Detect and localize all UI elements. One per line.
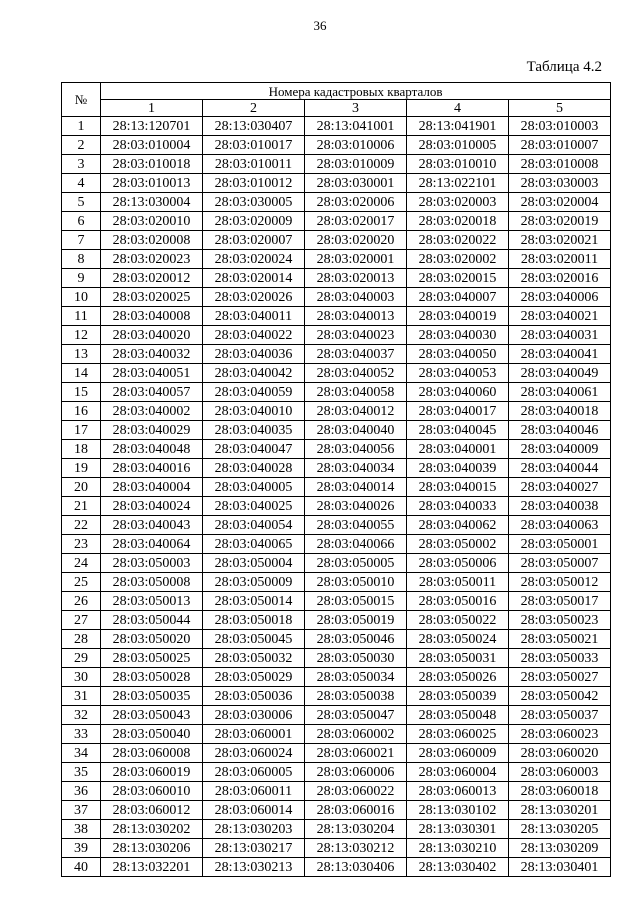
cadastral-number-cell: 28:03:040042	[203, 364, 305, 383]
cadastral-number-cell: 28:03:040023	[305, 326, 407, 345]
cadastral-number-cell: 28:03:020006	[305, 193, 407, 212]
cadastral-number-cell: 28:03:050030	[305, 649, 407, 668]
cadastral-number-cell: 28:03:020004	[509, 193, 611, 212]
cadastral-number-cell: 28:03:040056	[305, 440, 407, 459]
row-number: 14	[62, 364, 101, 383]
cadastral-number-cell: 28:03:050043	[101, 706, 203, 725]
cadastral-number-cell: 28:03:030003	[509, 174, 611, 193]
table-row	[62, 250, 611, 269]
cadastral-number-cell: 28:03:040046	[509, 421, 611, 440]
table-row	[62, 763, 611, 782]
cadastral-number-cell: 28:03:040049	[509, 364, 611, 383]
table-row	[62, 231, 611, 250]
number-column-header: №	[62, 83, 101, 117]
cadastral-number-cell: 28:03:040001	[407, 440, 509, 459]
table-row	[62, 440, 611, 459]
cadastral-number-cell: 28:03:050038	[305, 687, 407, 706]
cadastral-number-cell: 28:03:040019	[407, 307, 509, 326]
cadastral-number-cell: 28:03:040027	[509, 478, 611, 497]
cadastral-number-cell: 28:03:040036	[203, 345, 305, 364]
cadastral-number-cell: 28:03:050040	[101, 725, 203, 744]
row-number: 3	[62, 155, 101, 174]
cadastral-number-cell: 28:03:050029	[203, 668, 305, 687]
cadastral-number-cell: 28:03:050003	[101, 554, 203, 573]
cadastral-number-cell: 28:03:040030	[407, 326, 509, 345]
cadastral-number-cell: 28:03:050011	[407, 573, 509, 592]
row-number: 5	[62, 193, 101, 212]
table-row	[62, 649, 611, 668]
cadastral-number-cell: 28:03:050014	[203, 592, 305, 611]
row-number: 25	[62, 573, 101, 592]
table-row	[62, 839, 611, 858]
row-number: 20	[62, 478, 101, 497]
cadastral-number-cell: 28:03:060018	[509, 782, 611, 801]
cadastral-number-cell: 28:03:040003	[305, 288, 407, 307]
cadastral-number-cell: 28:03:060022	[305, 782, 407, 801]
cadastral-number-cell: 28:03:040050	[407, 345, 509, 364]
cadastral-number-cell: 28:13:030004	[101, 193, 203, 212]
cadastral-number-cell: 28:03:020018	[407, 212, 509, 231]
table-row	[62, 155, 611, 174]
cadastral-number-cell: 28:03:050047	[305, 706, 407, 725]
cadastral-number-cell: 28:03:050001	[509, 535, 611, 554]
cadastral-number-cell: 28:03:050018	[203, 611, 305, 630]
cadastral-number-cell: 28:03:010004	[101, 136, 203, 155]
cadastral-number-cell: 28:03:020003	[407, 193, 509, 212]
row-number: 2	[62, 136, 101, 155]
cadastral-number-cell: 28:03:050031	[407, 649, 509, 668]
table-row	[62, 820, 611, 839]
cadastral-number-cell: 28:13:041001	[305, 117, 407, 136]
cadastral-number-cell: 28:03:030001	[305, 174, 407, 193]
cadastral-number-cell: 28:03:050020	[101, 630, 203, 649]
cadastral-number-cell: 28:03:060010	[101, 782, 203, 801]
cadastral-number-cell: 28:03:040031	[509, 326, 611, 345]
row-number: 10	[62, 288, 101, 307]
cadastral-number-cell: 28:03:040063	[509, 516, 611, 535]
cadastral-number-cell: 28:03:040002	[101, 402, 203, 421]
row-number: 21	[62, 497, 101, 516]
cadastral-number-cell: 28:03:060006	[305, 763, 407, 782]
cadastral-number-cell: 28:03:040066	[305, 535, 407, 554]
table-row	[62, 744, 611, 763]
column-header: 2	[203, 100, 305, 117]
table-row	[62, 212, 611, 231]
table-row	[62, 478, 611, 497]
cadastral-number-cell: 28:03:010018	[101, 155, 203, 174]
cadastral-number-cell: 28:03:060024	[203, 744, 305, 763]
row-number: 35	[62, 763, 101, 782]
table-row	[62, 801, 611, 820]
cadastral-number-cell: 28:13:030213	[203, 858, 305, 877]
cadastral-number-cell: 28:03:050044	[101, 611, 203, 630]
cadastral-number-cell: 28:03:060005	[203, 763, 305, 782]
cadastral-number-cell: 28:03:050036	[203, 687, 305, 706]
cadastral-number-cell: 28:03:040039	[407, 459, 509, 478]
cadastral-number-cell: 28:03:020024	[203, 250, 305, 269]
cadastral-number-cell: 28:13:030203	[203, 820, 305, 839]
row-number: 15	[62, 383, 101, 402]
cadastral-number-cell: 28:03:050021	[509, 630, 611, 649]
row-number: 33	[62, 725, 101, 744]
cadastral-number-cell: 28:03:050034	[305, 668, 407, 687]
table-row	[62, 383, 611, 402]
table-row	[62, 782, 611, 801]
cadastral-number-cell: 28:03:050033	[509, 649, 611, 668]
cadastral-number-cell: 28:03:010011	[203, 155, 305, 174]
cadastral-number-cell: 28:13:030209	[509, 839, 611, 858]
cadastral-number-cell: 28:03:050006	[407, 554, 509, 573]
cadastral-number-cell: 28:03:050048	[407, 706, 509, 725]
row-number: 9	[62, 269, 101, 288]
cadastral-number-cell: 28:03:060019	[101, 763, 203, 782]
cadastral-number-cell: 28:03:060003	[509, 763, 611, 782]
table-row	[62, 592, 611, 611]
cadastral-number-cell: 28:03:050046	[305, 630, 407, 649]
table-row	[62, 364, 611, 383]
table-row	[62, 706, 611, 725]
row-number: 37	[62, 801, 101, 820]
row-number: 12	[62, 326, 101, 345]
cadastral-number-cell: 28:13:030205	[509, 820, 611, 839]
cadastral-number-cell: 28:03:060004	[407, 763, 509, 782]
row-number: 23	[62, 535, 101, 554]
cadastral-number-cell: 28:03:020015	[407, 269, 509, 288]
cadastral-number-cell: 28:03:050022	[407, 611, 509, 630]
cadastral-number-cell: 28:03:050032	[203, 649, 305, 668]
cadastral-number-cell: 28:03:040060	[407, 383, 509, 402]
row-number: 36	[62, 782, 101, 801]
cadastral-number-cell: 28:03:040043	[101, 516, 203, 535]
row-number: 31	[62, 687, 101, 706]
cadastral-number-cell: 28:13:030217	[203, 839, 305, 858]
cadastral-number-cell: 28:03:040055	[305, 516, 407, 535]
cadastral-number-cell: 28:03:030005	[203, 193, 305, 212]
cadastral-number-cell: 28:03:050037	[509, 706, 611, 725]
table-row	[62, 687, 611, 706]
cadastral-number-cell: 28:03:030006	[203, 706, 305, 725]
table-row	[62, 269, 611, 288]
cadastral-number-cell: 28:03:050007	[509, 554, 611, 573]
table-body	[62, 117, 611, 877]
cadastral-number-cell: 28:03:060009	[407, 744, 509, 763]
cadastral-number-cell: 28:03:040048	[101, 440, 203, 459]
cadastral-number-cell: 28:03:020013	[305, 269, 407, 288]
cadastral-number-cell: 28:03:060008	[101, 744, 203, 763]
row-number: 7	[62, 231, 101, 250]
table-row	[62, 136, 611, 155]
cadastral-number-cell: 28:03:060013	[407, 782, 509, 801]
cadastral-number-cell: 28:03:040065	[203, 535, 305, 554]
table-row	[62, 326, 611, 345]
cadastral-number-cell: 28:03:020012	[101, 269, 203, 288]
cadastral-number-cell: 28:03:060002	[305, 725, 407, 744]
cadastral-number-cell: 28:03:040017	[407, 402, 509, 421]
cadastral-number-cell: 28:13:030206	[101, 839, 203, 858]
cadastral-number-cell: 28:03:010009	[305, 155, 407, 174]
cadastral-number-cell: 28:03:060025	[407, 725, 509, 744]
cadastral-number-cell: 28:03:020008	[101, 231, 203, 250]
cadastral-number-cell: 28:03:040007	[407, 288, 509, 307]
group-header: Номера кадастровых кварталов	[101, 83, 611, 100]
cadastral-number-cell: 28:03:040041	[509, 345, 611, 364]
row-number: 4	[62, 174, 101, 193]
page-number: 36	[313, 18, 327, 33]
cadastral-number-cell: 28:03:020019	[509, 212, 611, 231]
cadastral-number-cell: 28:03:040058	[305, 383, 407, 402]
cadastral-number-cell: 28:03:050008	[101, 573, 203, 592]
table-row	[62, 402, 611, 421]
cadastral-number-cell: 28:03:040013	[305, 307, 407, 326]
table-row	[62, 345, 611, 364]
cadastral-number-cell: 28:13:030210	[407, 839, 509, 858]
cadastral-number-cell: 28:03:050012	[509, 573, 611, 592]
cadastral-number-cell: 28:03:040034	[305, 459, 407, 478]
table-row	[62, 516, 611, 535]
table-row	[62, 535, 611, 554]
cadastral-number-cell: 28:03:020002	[407, 250, 509, 269]
cadastral-number-cell: 28:13:032201	[101, 858, 203, 877]
cadastral-number-cell: 28:03:040040	[305, 421, 407, 440]
cadastral-number-cell: 28:03:040015	[407, 478, 509, 497]
cadastral-number-cell: 28:03:040025	[203, 497, 305, 516]
cadastral-number-cell: 28:03:040033	[407, 497, 509, 516]
table-row	[62, 421, 611, 440]
table-caption: Таблица 4.2	[526, 59, 602, 75]
cadastral-number-cell: 28:03:040044	[509, 459, 611, 478]
row-number: 30	[62, 668, 101, 687]
cadastral-number-cell: 28:03:060012	[101, 801, 203, 820]
row-number: 1	[62, 117, 101, 136]
column-header: 5	[509, 100, 611, 117]
table-row	[62, 174, 611, 193]
cadastral-number-cell: 28:03:040026	[305, 497, 407, 516]
cadastral-number-cell: 28:03:050027	[509, 668, 611, 687]
cadastral-number-cell: 28:03:060001	[203, 725, 305, 744]
cadastral-number-cell: 28:03:050009	[203, 573, 305, 592]
row-number: 8	[62, 250, 101, 269]
cadastral-number-cell: 28:03:020007	[203, 231, 305, 250]
cadastral-number-cell: 28:03:010005	[407, 136, 509, 155]
cadastral-number-cell: 28:03:060023	[509, 725, 611, 744]
cadastral-number-cell: 28:03:020001	[305, 250, 407, 269]
cadastral-number-cell: 28:03:040012	[305, 402, 407, 421]
cadastral-number-cell: 28:03:040022	[203, 326, 305, 345]
cadastral-number-cell: 28:03:050028	[101, 668, 203, 687]
cadastral-number-cell: 28:03:040004	[101, 478, 203, 497]
cadastral-number-cell: 28:03:060011	[203, 782, 305, 801]
cadastral-number-cell: 28:03:050013	[101, 592, 203, 611]
cadastral-number-cell: 28:03:040057	[101, 383, 203, 402]
cadastral-number-cell: 28:03:020017	[305, 212, 407, 231]
cadastral-number-cell: 28:13:030102	[407, 801, 509, 820]
cadastral-number-cell: 28:13:030402	[407, 858, 509, 877]
cadastral-number-cell: 28:03:010013	[101, 174, 203, 193]
cadastral-number-cell: 28:03:020026	[203, 288, 305, 307]
cadastral-number-cell: 28:03:050026	[407, 668, 509, 687]
cadastral-number-cell: 28:03:040011	[203, 307, 305, 326]
row-number: 22	[62, 516, 101, 535]
row-number: 40	[62, 858, 101, 877]
cadastral-number-cell: 28:03:040009	[509, 440, 611, 459]
cadastral-number-cell: 28:03:040005	[203, 478, 305, 497]
row-number: 26	[62, 592, 101, 611]
cadastral-number-cell: 28:03:040062	[407, 516, 509, 535]
row-number: 16	[62, 402, 101, 421]
row-number: 19	[62, 459, 101, 478]
row-number: 6	[62, 212, 101, 231]
cadastral-number-cell: 28:13:041901	[407, 117, 509, 136]
table-row	[62, 858, 611, 877]
cadastral-number-cell: 28:03:010003	[509, 117, 611, 136]
row-number: 17	[62, 421, 101, 440]
table-row	[62, 497, 611, 516]
cadastral-number-cell: 28:13:030401	[509, 858, 611, 877]
cadastral-number-cell: 28:03:060020	[509, 744, 611, 763]
cadastral-number-cell: 28:03:050039	[407, 687, 509, 706]
cadastral-number-cell: 28:03:040024	[101, 497, 203, 516]
table-row	[62, 725, 611, 744]
cadastral-number-cell: 28:03:020011	[509, 250, 611, 269]
cadastral-number-cell: 28:03:050019	[305, 611, 407, 630]
row-number: 39	[62, 839, 101, 858]
cadastral-number-cell: 28:03:050005	[305, 554, 407, 573]
cadastral-number-cell: 28:03:020022	[407, 231, 509, 250]
cadastral-number-cell: 28:03:010012	[203, 174, 305, 193]
row-number: 27	[62, 611, 101, 630]
table-row	[62, 193, 611, 212]
cadastral-number-cell: 28:03:050017	[509, 592, 611, 611]
cadastral-number-cell: 28:03:020009	[203, 212, 305, 231]
cadastral-number-cell: 28:03:050023	[509, 611, 611, 630]
cadastral-number-cell: 28:03:020021	[509, 231, 611, 250]
cadastral-number-cell: 28:03:040061	[509, 383, 611, 402]
cadastral-number-cell: 28:03:050004	[203, 554, 305, 573]
cadastral-number-cell: 28:03:040020	[101, 326, 203, 345]
row-number: 38	[62, 820, 101, 839]
column-header: 1	[101, 100, 203, 117]
cadastral-number-cell: 28:03:040029	[101, 421, 203, 440]
cadastral-number-cell: 28:03:040059	[203, 383, 305, 402]
table-row	[62, 117, 611, 136]
cadastral-number-cell: 28:03:010017	[203, 136, 305, 155]
cadastral-number-cell: 28:03:050016	[407, 592, 509, 611]
cadastral-number-cell: 28:03:010008	[509, 155, 611, 174]
cadastral-number-cell: 28:03:040016	[101, 459, 203, 478]
cadastral-number-cell: 28:13:030407	[203, 117, 305, 136]
cadastral-number-cell: 28:13:030201	[509, 801, 611, 820]
cadastral-number-cell: 28:03:040018	[509, 402, 611, 421]
cadastral-table	[61, 82, 611, 877]
cadastral-number-cell: 28:03:060016	[305, 801, 407, 820]
cadastral-number-cell: 28:03:050025	[101, 649, 203, 668]
cadastral-number-cell: 28:03:010007	[509, 136, 611, 155]
row-number: 24	[62, 554, 101, 573]
cadastral-number-cell: 28:13:022101	[407, 174, 509, 193]
row-number: 34	[62, 744, 101, 763]
cadastral-number-cell: 28:03:040053	[407, 364, 509, 383]
table-row	[62, 554, 611, 573]
cadastral-number-cell: 28:03:020014	[203, 269, 305, 288]
row-number: 13	[62, 345, 101, 364]
cadastral-number-cell: 28:03:040014	[305, 478, 407, 497]
cadastral-number-cell: 28:03:050015	[305, 592, 407, 611]
row-number: 11	[62, 307, 101, 326]
cadastral-number-cell: 28:03:010010	[407, 155, 509, 174]
cadastral-number-cell: 28:03:050045	[203, 630, 305, 649]
cadastral-number-cell: 28:03:040038	[509, 497, 611, 516]
cadastral-number-cell: 28:03:040021	[509, 307, 611, 326]
cadastral-number-cell: 28:03:040047	[203, 440, 305, 459]
cadastral-number-cell: 28:03:020010	[101, 212, 203, 231]
cadastral-number-cell: 28:03:060021	[305, 744, 407, 763]
cadastral-number-cell: 28:03:040045	[407, 421, 509, 440]
cadastral-number-cell: 28:03:010006	[305, 136, 407, 155]
cadastral-number-cell: 28:03:040035	[203, 421, 305, 440]
table-row	[62, 630, 611, 649]
table-row	[62, 288, 611, 307]
cadastral-number-cell: 28:13:030202	[101, 820, 203, 839]
cadastral-number-cell: 28:03:020023	[101, 250, 203, 269]
cadastral-number-cell: 28:13:030204	[305, 820, 407, 839]
row-number: 29	[62, 649, 101, 668]
column-header: 4	[407, 100, 509, 117]
cadastral-number-cell: 28:03:020020	[305, 231, 407, 250]
cadastral-number-cell: 28:03:040028	[203, 459, 305, 478]
cadastral-number-cell: 28:03:040037	[305, 345, 407, 364]
table-row	[62, 307, 611, 326]
cadastral-number-cell: 28:03:020016	[509, 269, 611, 288]
row-number: 18	[62, 440, 101, 459]
column-header: 3	[305, 100, 407, 117]
cadastral-number-cell: 28:03:050024	[407, 630, 509, 649]
cadastral-number-cell: 28:03:040054	[203, 516, 305, 535]
cadastral-number-cell: 28:13:030406	[305, 858, 407, 877]
cadastral-number-cell: 28:13:030301	[407, 820, 509, 839]
cadastral-number-cell: 28:03:040064	[101, 535, 203, 554]
cadastral-number-cell: 28:03:020025	[101, 288, 203, 307]
row-number: 32	[62, 706, 101, 725]
row-number: 28	[62, 630, 101, 649]
cadastral-number-cell: 28:03:050035	[101, 687, 203, 706]
table-row	[62, 611, 611, 630]
cadastral-number-cell: 28:03:040006	[509, 288, 611, 307]
table-row	[62, 668, 611, 687]
table-row	[62, 459, 611, 478]
cadastral-number-cell: 28:03:050042	[509, 687, 611, 706]
cadastral-number-cell: 28:03:040051	[101, 364, 203, 383]
cadastral-number-cell: 28:03:040008	[101, 307, 203, 326]
cadastral-number-cell: 28:03:060014	[203, 801, 305, 820]
cadastral-number-cell: 28:13:030212	[305, 839, 407, 858]
cadastral-number-cell: 28:03:040052	[305, 364, 407, 383]
table-row	[62, 573, 611, 592]
cadastral-number-cell: 28:03:050010	[305, 573, 407, 592]
cadastral-number-cell: 28:13:120701	[101, 117, 203, 136]
cadastral-number-cell: 28:03:050002	[407, 535, 509, 554]
cadastral-number-cell: 28:03:040032	[101, 345, 203, 364]
cadastral-number-cell: 28:03:040010	[203, 402, 305, 421]
